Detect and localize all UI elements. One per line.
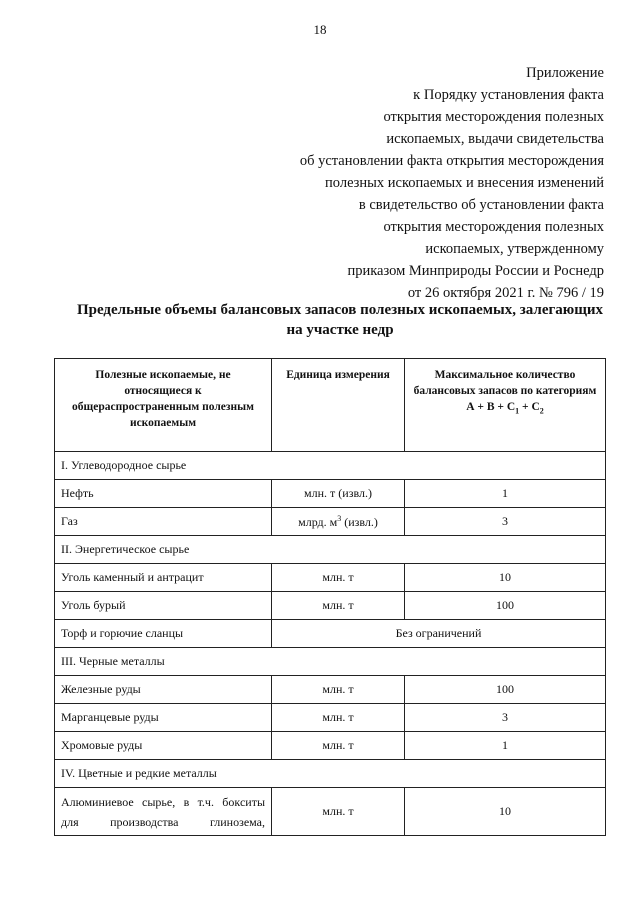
table-row: [55, 564, 606, 592]
appendix-line: открытия месторождения полезных: [383, 109, 604, 125]
value-cell: 100: [405, 592, 606, 620]
header-max-quantity-text: Максимальное количество балансовых запасов по категориям: [413, 369, 597, 397]
unit-cell: млн. т: [272, 704, 405, 732]
appendix-line: об установлении факта открытия месторождения: [299, 153, 604, 169]
mineral-name: [55, 788, 272, 836]
mineral-name: Газ: [55, 508, 272, 536]
value-cell: 1: [405, 732, 606, 760]
value-cell: 10: [405, 564, 606, 592]
mineral-name: Торф и горючие сланцы: [55, 620, 272, 648]
unit-cell: млрд. $м^3$ (извл.): [272, 508, 405, 536]
unit-cell: млн. т (извл.): [272, 480, 405, 508]
value-cell: 3: [405, 508, 606, 536]
document-title: [40, 300, 640, 340]
section-nonferrous: IV. Цветные и редкие металлы: [55, 760, 606, 788]
value-cell: 1: [405, 480, 606, 508]
section-hydrocarbon: I. Углеводородное сырье: [55, 452, 606, 480]
table-row: [55, 536, 606, 564]
mineral-name-line-2: для производства глинозема,: [61, 814, 265, 829]
value-cell: 10: [405, 788, 606, 836]
table-row: [55, 592, 606, 620]
section-ferrous: III. Черные металлы: [55, 648, 606, 676]
mineral-name: Нефть: [55, 480, 272, 508]
unit-cell: млн. т: [272, 564, 405, 592]
table-header-row: [55, 359, 606, 452]
appendix-line: полезных ископаемых и внесения изменений: [325, 175, 604, 191]
mineral-name: Железные руды: [55, 676, 272, 704]
appendix-line: открытия месторождения полезных: [383, 219, 604, 235]
table-row: [55, 788, 606, 836]
table-row: [55, 508, 606, 536]
unit-cell: млн. т: [272, 788, 405, 836]
unit-cell: млн. т: [272, 592, 405, 620]
appendix-line: от 26 октября 2021 г. № 796 / 19: [407, 285, 604, 301]
value-cell: 100: [405, 676, 606, 704]
reserves-table: [54, 358, 606, 836]
mineral-name-line-1: Алюминиевое сырье, в т.ч. бокситы: [61, 794, 265, 809]
no-limits-cell: Без ограничений: [272, 620, 606, 648]
mineral-name: Хромовые руды: [55, 732, 272, 760]
page-number: 18: [313, 22, 327, 37]
appendix-line: к Порядку установления факта: [413, 87, 604, 103]
table-row: [55, 732, 606, 760]
appendix-line: ископаемых, утвержденному: [425, 241, 604, 257]
appendix-line: ископаемых, выдачи свидетельства: [386, 131, 604, 147]
unit-cell: млн. т: [272, 676, 405, 704]
title-line-1: Предельные объемы балансовых запасов полезных ископаемых, залегающих: [76, 302, 604, 318]
mineral-name: Марганцевые руды: [55, 704, 272, 732]
appendix-line: приказом Минприроды России и Роснедр: [347, 263, 604, 279]
table-row: [55, 760, 606, 788]
title-line-2: на участке недр: [286, 322, 394, 338]
header-categories-formula: $А + В + С_1 + С_2$: [466, 401, 544, 416]
header-minerals: Полезные ископаемые, не относящиеся к общераспространенным полезным ископаемым: [55, 359, 272, 452]
table-row: [55, 620, 606, 648]
table-row: [55, 704, 606, 732]
unit-cell: млн. т: [272, 732, 405, 760]
header-unit: Единица измерения: [272, 359, 405, 452]
mineral-name: Уголь каменный и антрацит: [55, 564, 272, 592]
table-row: [55, 480, 606, 508]
appendix-line: Приложение: [526, 65, 604, 81]
appendix-line: в свидетельство об установлении факта: [358, 197, 604, 213]
mineral-name: Уголь бурый: [55, 592, 272, 620]
table-row: [55, 676, 606, 704]
value-cell: 3: [405, 704, 606, 732]
appendix-block: [300, 62, 604, 304]
header-max-quantity: [405, 359, 606, 452]
section-energy: II. Энергетическое сырье: [55, 536, 606, 564]
table-row: [55, 452, 606, 480]
table-row: [55, 648, 606, 676]
